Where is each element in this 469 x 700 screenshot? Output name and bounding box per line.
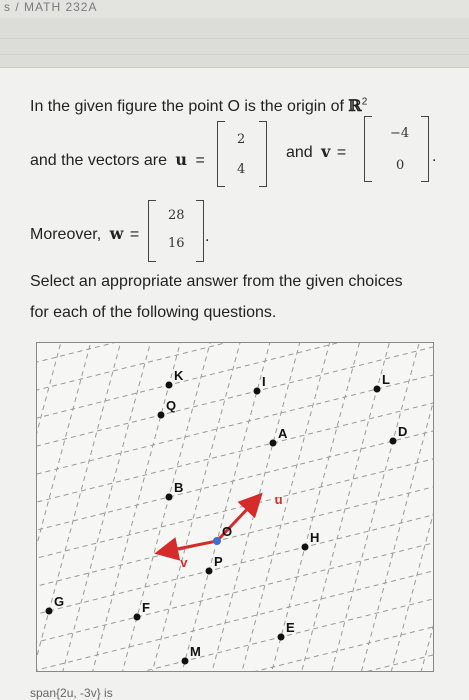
point-label-O: O: [222, 524, 233, 539]
point-label-B: B: [174, 480, 184, 495]
equals-sign-2: =: [336, 144, 347, 161]
line1-text: In the given figure the point O is the origin of: [30, 98, 344, 115]
grid-line-slanted: [37, 343, 73, 671]
grid-line-horizontal: [37, 669, 433, 671]
line2a-text: and the vectors are: [30, 152, 167, 169]
point-G: [46, 608, 53, 615]
real-power: 2: [361, 96, 368, 108]
point-label-H: H: [310, 530, 320, 545]
w-bracket-right: [196, 200, 204, 262]
point-E: [278, 634, 285, 641]
line3-text: Moreover,: [30, 226, 102, 243]
grid-line-slanted: [425, 343, 433, 671]
grid-line-horizontal: [37, 489, 433, 671]
period-2: .: [205, 228, 210, 245]
line2b-text: and: [286, 144, 313, 161]
question-line-2b: [286, 142, 346, 162]
grid-line-horizontal: [37, 609, 433, 671]
point-L: [374, 386, 381, 393]
equals-sign-3: =: [129, 226, 140, 243]
point-H: [302, 544, 309, 551]
real-symbol: ℝ: [348, 96, 362, 115]
point-label-E: E: [286, 620, 295, 635]
w-name: w: [109, 224, 124, 243]
grid-line-slanted: [37, 343, 201, 671]
point-label-I: I: [262, 374, 266, 389]
point-I: [254, 388, 261, 395]
point-label-F: F: [142, 600, 150, 615]
point-label-M: M: [190, 644, 201, 659]
point-F: [134, 614, 141, 621]
grid-line-horizontal: [37, 369, 433, 593]
grid-line-slanted: [73, 343, 265, 671]
point-O: [213, 537, 221, 545]
divider: [0, 38, 469, 39]
header-band: [0, 18, 469, 68]
v-name: v: [321, 142, 331, 161]
point-B: [166, 494, 173, 501]
point-D: [390, 438, 397, 445]
grid-line-horizontal: [37, 459, 433, 671]
instruction-line-1: Select an appropriate answer from the given choices: [30, 273, 403, 290]
u-name: u: [175, 150, 188, 169]
grid-line-slanted: [297, 343, 433, 671]
grid-line-slanted: [105, 343, 297, 671]
v-entry-1: −4: [390, 126, 410, 141]
grid-line-horizontal: [37, 343, 433, 353]
u-entry-2: 4: [237, 162, 246, 177]
grid-line-horizontal: [37, 343, 433, 533]
instruction-line-2: for each of the following questions.: [30, 304, 277, 321]
u-bracket-left: [217, 121, 225, 187]
period: .: [432, 148, 437, 165]
grid-line-slanted: [37, 343, 137, 671]
point-label-Q: Q: [166, 398, 177, 413]
divider: [0, 54, 469, 55]
v-bracket-right: [421, 116, 429, 182]
lattice-svg: [37, 343, 433, 671]
breadcrumb: s / MATH 232A: [0, 0, 469, 18]
v-entry-2: 0: [396, 158, 405, 173]
point-label-G: G: [54, 594, 65, 609]
grid-line-horizontal: [37, 343, 433, 473]
grid-line-horizontal: [37, 343, 433, 413]
v-bracket-left: [364, 116, 372, 182]
grid-line-slanted: [169, 343, 361, 671]
w-entry-1: 28: [168, 208, 185, 223]
point-label-L: L: [382, 372, 390, 387]
grid-line-slanted: [37, 343, 169, 671]
question-line-2a: [30, 150, 205, 170]
vector-v-arrow: [160, 541, 217, 552]
grid-line-horizontal: [37, 429, 433, 653]
grid-line-horizontal: [37, 343, 433, 383]
w-bracket-left: [148, 200, 156, 262]
next-question-hint: span{2u, -3v} is: [30, 686, 113, 700]
u-entry-1: 2: [237, 132, 246, 147]
point-label-D: D: [398, 424, 408, 439]
grid-line-slanted: [233, 343, 425, 671]
vector-v-label: v: [180, 555, 188, 570]
grid-line-slanted: [361, 343, 433, 671]
grid-line-slanted: [37, 343, 41, 671]
point-label-K: K: [174, 368, 184, 383]
grid-line-slanted: [393, 343, 433, 671]
grid-line-horizontal: [37, 343, 433, 443]
point-P: [206, 568, 213, 575]
point-A: [270, 440, 277, 447]
u-bracket-right: [259, 121, 267, 187]
point-label-P: P: [214, 554, 223, 569]
question-line-3: [30, 224, 139, 244]
w-entry-2: 16: [168, 236, 185, 251]
equals-sign: =: [195, 152, 205, 169]
point-Q: [158, 412, 165, 419]
grid-line-horizontal: [37, 343, 433, 503]
lattice-figure: [36, 342, 434, 672]
grid-line-slanted: [329, 343, 433, 671]
point-K: [166, 382, 173, 389]
grid-line-horizontal: [37, 399, 433, 623]
vector-u-label: u: [274, 492, 283, 508]
point-label-A: A: [278, 426, 288, 441]
grid-line-slanted: [37, 343, 105, 671]
point-M: [182, 658, 189, 665]
question-line-1: [30, 96, 367, 116]
grid-line-horizontal: [37, 549, 433, 671]
